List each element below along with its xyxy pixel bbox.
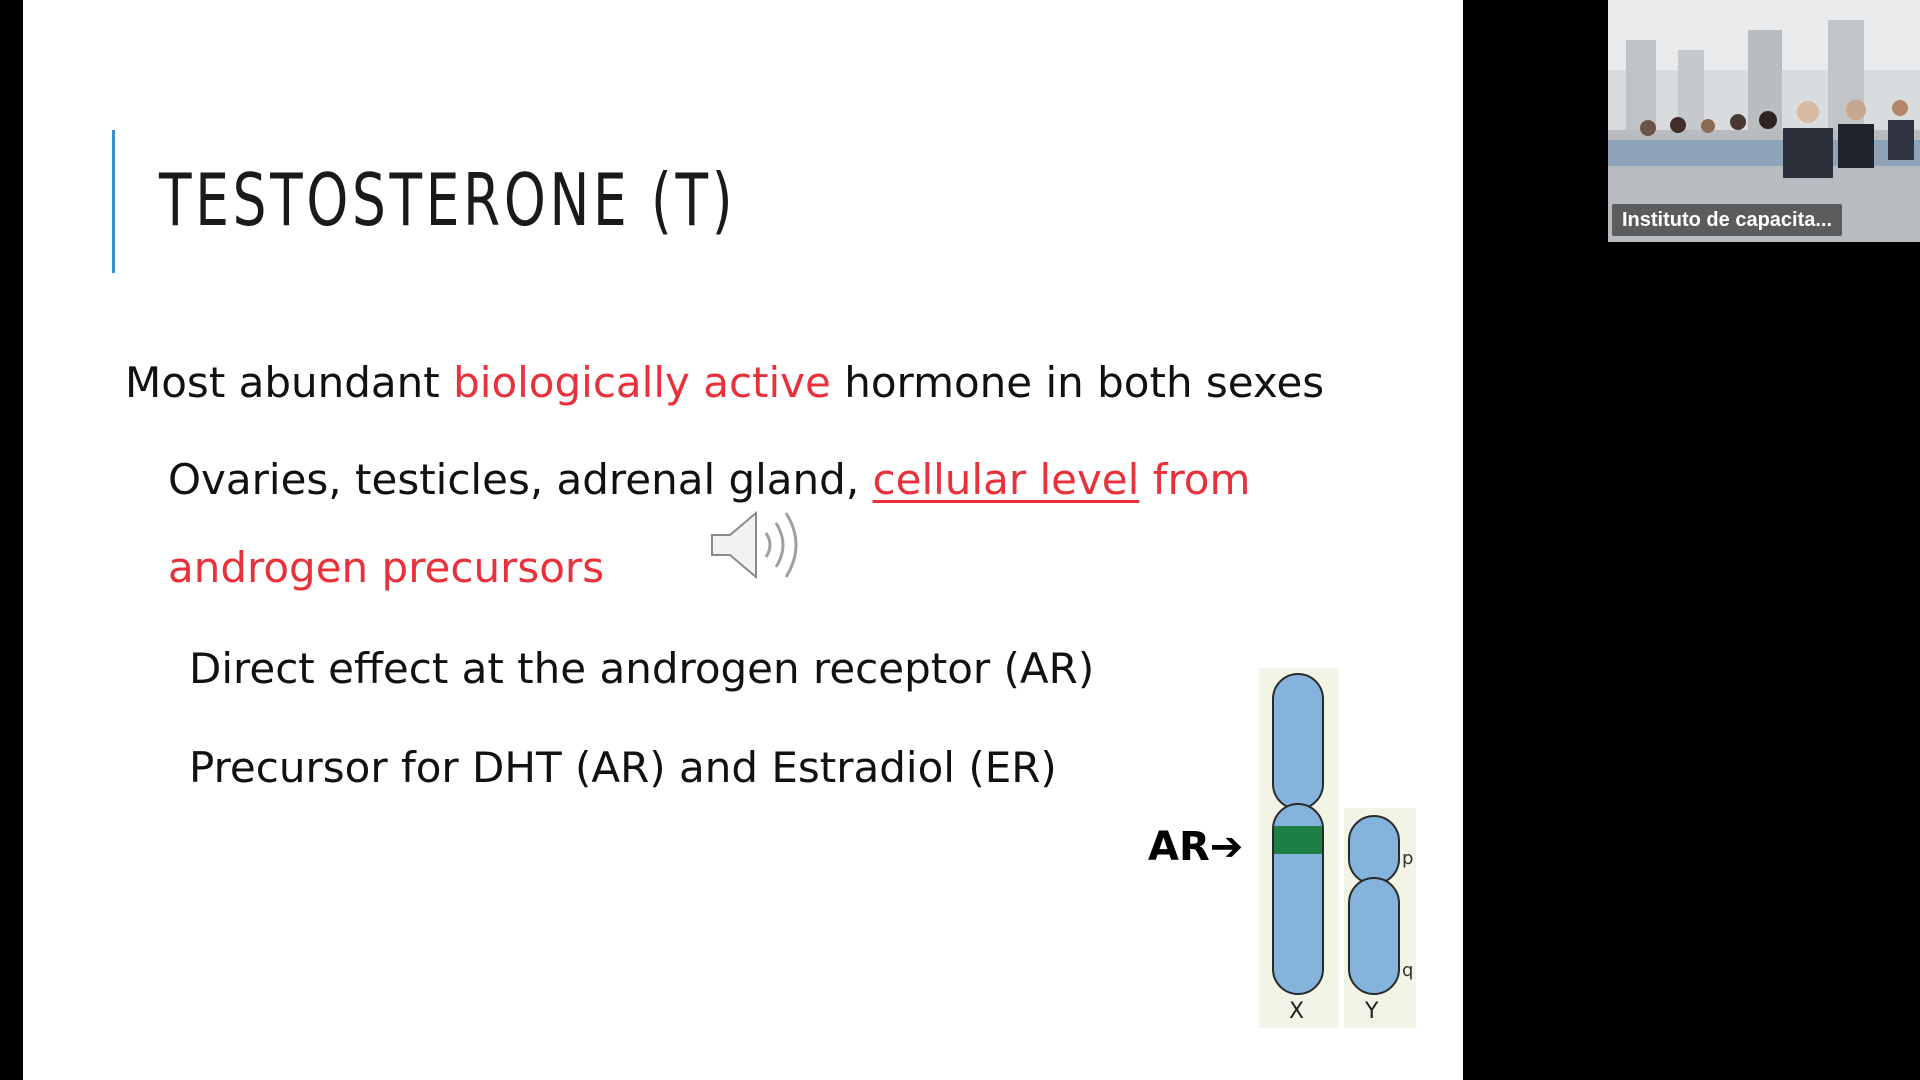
bullet-1-text-end: hormone in both sexes (830, 358, 1325, 407)
ar-band (1274, 826, 1322, 854)
bullet-2-text: Ovaries, testicles, adrenal gland, (168, 455, 873, 504)
y-chromosome-q-arm (1349, 878, 1399, 994)
y-chromosome-label: Y (1365, 999, 1379, 1024)
participant-name-label: Instituto de capacita... (1612, 204, 1842, 236)
bullet-line-4: Direct effect at the androgen receptor (AR) (189, 644, 1095, 693)
bullet-line-1 (125, 358, 1324, 407)
bullet-line-2 (168, 455, 1250, 504)
bullet-1-highlight: biologically active (453, 358, 831, 407)
x-chromosome-label: X (1289, 999, 1305, 1024)
title-accent-bar (112, 130, 115, 273)
x-chromosome-upper-arm (1273, 674, 1323, 809)
q-arm-label: q (1402, 960, 1414, 981)
p-arm-label: p (1402, 848, 1414, 869)
bullet-line-5: Precursor for DHT (AR) and Estradiol (ER) (189, 743, 1057, 792)
bullet-line-3: androgen precursors (168, 543, 605, 592)
presentation-slide (23, 0, 1463, 1080)
bullet-1-text: Most abundant (125, 358, 454, 407)
slide-title: TESTOSTERONE (T) (159, 158, 737, 242)
y-chromosome-p-arm (1349, 816, 1399, 884)
ar-arrow-label: AR➔ (1148, 824, 1244, 870)
speaker-icon[interactable] (706, 505, 826, 585)
participant-video-tile[interactable] (1608, 0, 1920, 242)
bullet-2-highlight: cellular level (872, 455, 1140, 504)
bullet-2-text-end: from (1139, 455, 1251, 504)
